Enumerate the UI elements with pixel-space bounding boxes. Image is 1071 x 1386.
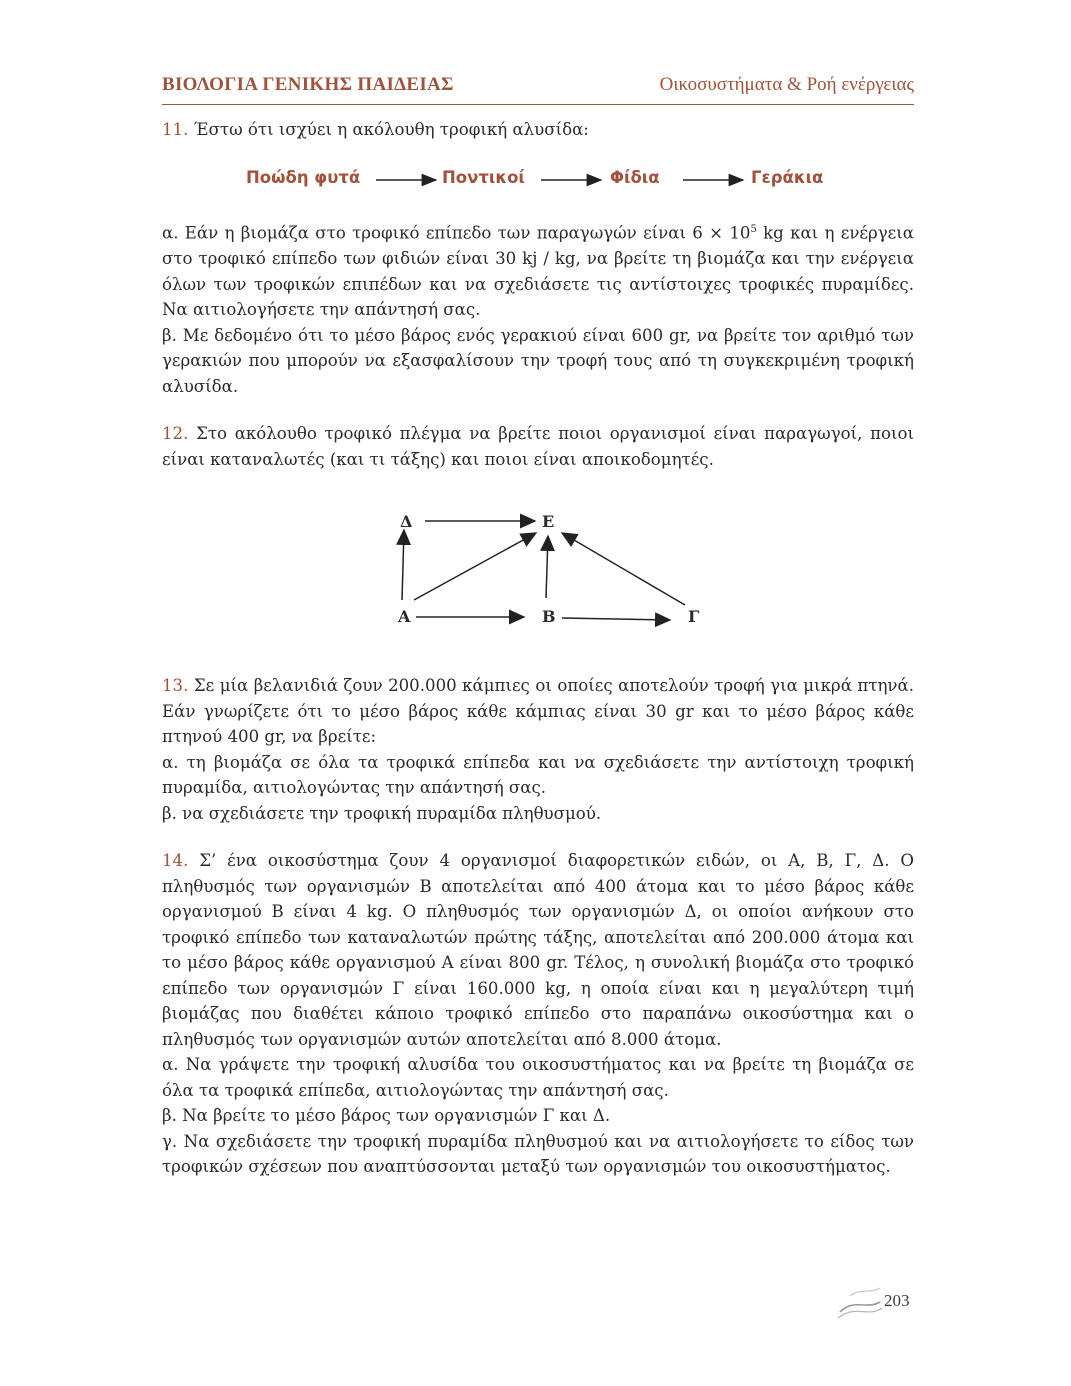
node-alpha: Α: [398, 607, 411, 626]
q12: [162, 421, 914, 472]
chain-arrows: [246, 168, 846, 194]
q12-number: 12.: [162, 424, 189, 443]
q14-text: Σ’ ένα οικοσύστημα ζουν 4 οργανισμοί διαφορετικών ειδών, οι Α, Β, Γ, Δ. Ο πληθυσμός των οργανισμών Β αποτελείται από 400 άτομα και το μέσο βάρος κάθε οργανισμού Β είναι 4 kg. Ο πληθυσμός των οργανισμών Δ, οι οποίοι ανήκουν στο τροφικό επίπεδο των καταναλωτών πρώτης τάξης, αποτελείται από 200.000 άτομα και το μέσο βάρος κάθε οργανισμού Α είναι 800 gr. Τέλος, η συνολική βιομάζα στο τροφικό επίπεδο των οργανισμών Γ είναι 160.000 kg, η οποία είναι και η μεγαλύτερη τιμή βιομάζας που διαθέτει κάποιο τροφικό επίπεδο στο παραπάνω οικοσύστημα και ο πληθυσμός των οργανισμών αυτών αποτελείται από 8.000 άτομα.: [162, 851, 914, 1049]
node-beta: Β: [542, 607, 556, 626]
q13-number: 13.: [162, 676, 189, 695]
food-web-diagram: [380, 500, 720, 640]
node-gamma: Γ: [688, 607, 700, 626]
arrow-beta-gamma: [562, 618, 670, 620]
header-chapter: Οικοσυστήματα & Ροή ενέργειας: [659, 74, 914, 95]
q11-intro-text: Έστω ότι ισχύει η ακόλουθη τροφική αλυσίδα:: [193, 120, 589, 139]
arrow-alpha-delta: [402, 530, 404, 600]
node-delta: Δ: [400, 512, 413, 531]
footer-swoosh-icon: [836, 1282, 926, 1326]
q11-parts: [162, 217, 914, 399]
q13-text: Σε μία βελανιδιά ζουν 200.000 κάμπιες οι οποίες αποτελούν τροφή για μικρά πτηνά. Εάν γνωρίζετε ότι το μέσο βάρος κάθε κάμπιας είναι 30 gr και το μέσο βάρος κάθε πτηνού 400 gr, να βρείτε:: [162, 676, 914, 746]
q11-part-a: α. Εάν η βιομάζα στο τροφικό επίπεδο των παραγωγών είναι $6 \times 10^5$ kg και η ενέργεια στο τροφικό επίπεδο των φιδιών είναι 30 kj / kg, να βρείτε τη βιομάζα και την ενέργεια όλων των τροφικών επιπέδων και να σχεδιάσετε τις αντίστοιχες τροφικές πυραμίδες. Να αιτιολογήσετε την απάντησή σας.: [162, 223, 914, 320]
arrow-gamma-epsilon: [562, 533, 685, 605]
q14: [162, 848, 914, 1180]
q12-text: Στο ακόλουθο τροφικό πλέγμα να βρείτε ποιοι οργανισμοί είναι παραγωγοί, ποιοι είναι καταναλωτές (και τι τάξης) και ποιοι είναι αποικοδομητές.: [162, 424, 914, 469]
food-chain: [246, 168, 846, 194]
arrow-beta-epsilon: [546, 536, 548, 598]
q14-part-c: γ. Να σχεδιάσετε την τροφική πυραμίδα πληθυσμού και να αιτιολογήσετε το είδος των τροφικών σχέσεων που αναπτύσσονται μεταξύ των οργανισμών του οικοσυστήματος.: [162, 1131, 914, 1176]
q11-part-b: β. Με δεδομένο ότι το μέσο βάρος ενός γερακιού είναι 600 gr, να βρείτε τον αριθμό των γερακιών που μπορούν να εξασφαλίσουν την τροφή τους από τη συγκεκριμένη τροφική αλυσίδα.: [162, 325, 914, 396]
q14-part-a: α. Να γράψετε την τροφική αλυσίδα του οικοσυστήματος και να βρείτε τη βιομάζα σε όλα τα τροφικά επίπεδα, αιτιολογώντας την απάντησή σας.: [162, 1055, 914, 1100]
node-epsilon: Ε: [542, 512, 555, 531]
chain-item-mice: Ποντικοί: [442, 168, 525, 187]
page-header: [162, 72, 914, 105]
q13-part-a: α. τη βιομάζα σε όλα τα τροφικά επίπεδα και να σχεδιάσετε την αντίστοιχη τροφική πυραμίδα, αιτιολογώντας την απάντησή σας.: [162, 752, 914, 797]
chain-item-hawks: Γεράκια: [751, 168, 824, 187]
q13-part-b: β. να σχεδιάσετε την τροφική πυραμίδα πληθυσμού.: [162, 803, 602, 823]
chain-item-snakes: Φίδια: [610, 168, 660, 187]
arrow-alpha-epsilon: [414, 533, 536, 600]
q11-number: 11.: [162, 120, 189, 139]
q11-intro: [162, 117, 914, 143]
q13: [162, 673, 914, 826]
chain-item-grass: Ποώδη φυτά: [246, 168, 361, 187]
q14-number: 14.: [162, 851, 189, 870]
page-number: 203: [884, 1291, 910, 1310]
q14-part-b: β. Να βρείτε το μέσο βάρος των οργανισμών Γ και Δ.: [162, 1106, 611, 1125]
header-subject: ΒΙΟΛΟΓΙΑ ΓΕΝΙΚΗΣ ΠΑΙΔΕΙΑΣ: [162, 74, 454, 95]
